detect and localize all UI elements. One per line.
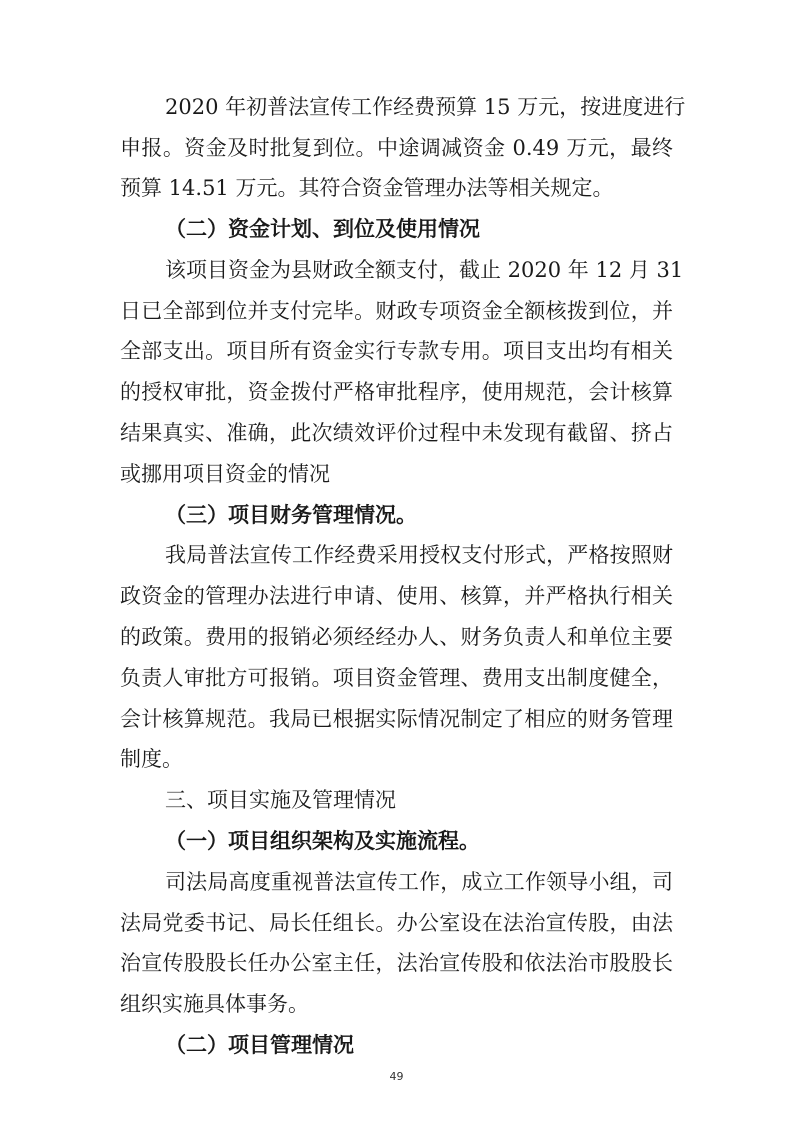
- paragraph-line: 结果真实、准确，此次绩效评价过程中未发现有截留、挤占: [120, 421, 673, 445]
- paragraph-line: 法局党委书记、局长任组长。办公室设在法治宣传股，由法: [120, 911, 673, 935]
- paragraph-line: 或挪用项目资金的情况: [120, 462, 330, 486]
- paragraph-line: 制度。: [120, 747, 183, 771]
- paragraph-line: 政资金的管理办法进行申请、使用、核算，并严格执行相关: [120, 584, 673, 608]
- paragraph-line: 该项目资金为县财政全额支付，截止 2020 年 12 月 31: [165, 258, 684, 282]
- paragraph-line: 的政策。费用的报销必须经经办人、财务负责人和单位主要: [120, 625, 673, 649]
- page-number: 49: [389, 1070, 404, 1083]
- paragraph-line: 申报。资金及时批复到位。中途调减资金 0.49 万元，最终: [120, 136, 673, 160]
- section-heading: 三、项目实施及管理情况: [165, 788, 396, 812]
- paragraph-line: 组织实施具体事务。: [120, 992, 309, 1016]
- paragraph-line: 预算 14.51 万元。其符合资金管理办法等相关规定。: [120, 176, 614, 200]
- paragraph-line: 的授权审批，资金拨付严格审批程序，使用规范，会计核算: [120, 380, 673, 404]
- paragraph-line: 2020 年初普法宣传工作经费预算 15 万元，按进度进行: [165, 95, 686, 119]
- paragraph-line: 全部支出。项目所有资金实行专款专用。项目支出均有相关: [120, 339, 673, 363]
- subsection-heading: （二）项目管理情况: [165, 1033, 354, 1057]
- subsection-heading: （一）项目组织架构及实施流程。: [165, 829, 480, 853]
- subsection-heading: （三）项目财务管理情况。: [165, 503, 417, 527]
- paragraph-line: 司法局高度重视普法宣传工作，成立工作领导小组，司: [165, 870, 673, 894]
- paragraph-line: 我局普法宣传工作经费采用授权支付形式，严格按照财: [165, 543, 673, 567]
- paragraph-line: 会计核算规范。我局已根据实际情况制定了相应的财务管理: [120, 707, 673, 731]
- paragraph-line: 治宣传股股长任办公室主任，法治宣传股和依法治市股股长: [120, 951, 673, 975]
- paragraph-line: 日已全部到位并支付完毕。财政专项资金全额核拨到位，并: [120, 299, 673, 323]
- paragraph-line: 负责人审批方可报销。项目资金管理、费用支出制度健全，: [120, 666, 673, 690]
- subsection-heading: （二）资金计划、到位及使用情况: [165, 217, 480, 241]
